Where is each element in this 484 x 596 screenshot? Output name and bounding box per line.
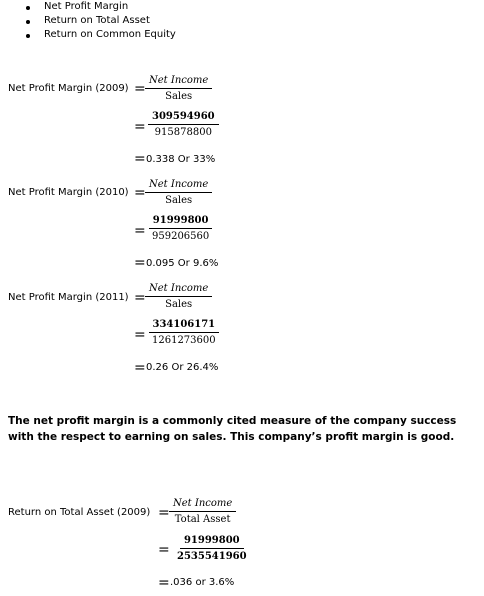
result-value: 0.095 Or 9.6% <box>146 258 219 269</box>
result-value: 0.26 Or 26.4% <box>146 362 219 373</box>
equals-sign: = <box>134 185 146 201</box>
equals-sign: = <box>134 327 146 343</box>
fraction-denominator: 959206560 <box>152 231 210 242</box>
fraction-numerator: Net Income <box>145 179 212 193</box>
value-fraction <box>173 535 251 563</box>
equals-sign: = <box>134 360 146 376</box>
fraction-denominator: Total Asset <box>174 514 231 525</box>
rta-2009-label: Return on Total Asset (2009) <box>8 507 151 518</box>
bullet-item-return-on-common-equity: Return on Common Equity <box>44 29 176 40</box>
result-value: .036 or 3.6% <box>170 577 235 588</box>
value-fraction <box>148 215 213 243</box>
fraction-denominator: 2535541960 <box>177 551 247 562</box>
npm-2009-label: Net Profit Margin (2009) <box>8 83 129 94</box>
profit-margin-note: The net profit margin is a commonly cited measure of the company success with the respect to earning on sales. This company’s profit margin is good. <box>8 415 457 443</box>
fraction-numerator: 309594960 <box>148 111 219 125</box>
equals-sign: = <box>158 575 170 591</box>
equals-sign: = <box>134 81 146 97</box>
fraction-numerator: 334106171 <box>149 319 220 333</box>
formula-fraction <box>145 179 212 207</box>
bullet-item-return-on-total-asset: Return on Total Asset <box>44 15 150 26</box>
fraction-numerator: 91999800 <box>180 535 244 549</box>
npm-2010-label: Net Profit Margin (2010) <box>8 187 129 198</box>
equals-sign: = <box>134 119 146 135</box>
equals-sign: = <box>134 223 146 239</box>
fraction-numerator: Net Income <box>169 498 236 512</box>
equals-sign: = <box>134 255 146 271</box>
fraction-numerator: Net Income <box>145 283 212 297</box>
fraction-denominator: Sales <box>165 91 193 102</box>
bullet-dot <box>26 20 30 24</box>
fraction-numerator: Net Income <box>145 75 212 89</box>
fraction-denominator: 915878800 <box>154 127 212 138</box>
formula-fraction <box>169 498 236 526</box>
formula-fraction <box>145 283 212 311</box>
fraction-denominator: 1261273600 <box>152 335 216 346</box>
bullet-dot <box>26 6 30 10</box>
bullet-item-net-profit-margin: Net Profit Margin <box>44 1 129 12</box>
equals-sign: = <box>158 542 170 558</box>
fraction-denominator: Sales <box>165 299 193 310</box>
equals-sign: = <box>134 151 146 167</box>
result-value: 0.338 Or 33% <box>146 154 216 165</box>
fraction-numerator: 91999800 <box>149 215 213 229</box>
bullet-dot <box>26 34 30 38</box>
equals-sign: = <box>134 290 146 306</box>
equals-sign: = <box>158 505 170 521</box>
value-fraction <box>148 319 220 347</box>
npm-2011-label: Net Profit Margin (2011) <box>8 292 129 303</box>
fraction-denominator: Sales <box>165 195 193 206</box>
formula-fraction <box>145 75 212 103</box>
value-fraction <box>148 111 219 139</box>
